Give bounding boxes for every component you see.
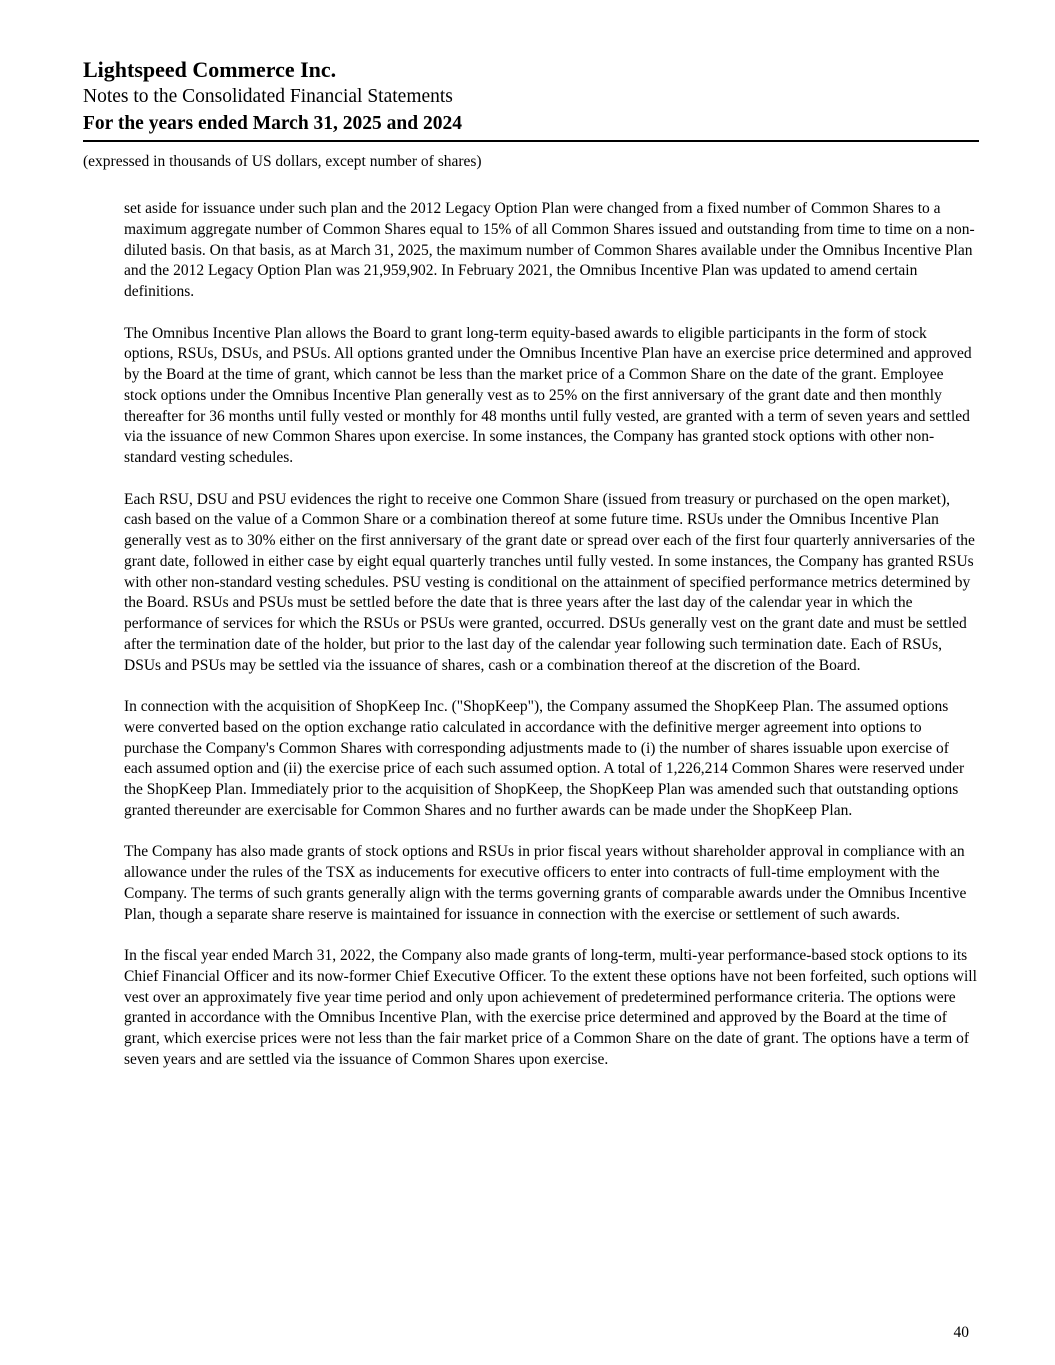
company-name: Lightspeed Commerce Inc. <box>83 57 337 82</box>
units-note: (expressed in thousands of US dollars, except number of shares) <box>83 153 482 170</box>
notes-body <box>124 199 980 1091</box>
page-number: 40 <box>953 1324 969 1341</box>
paragraph-inducement-grants: The Company has also made grants of stock options and RSUs in prior fiscal years without shareholder approval in compliance with an allowance under the rules of the TSX as inducements for executive officers to enter into contracts of full-time employment with the Company. The terms of such grants generally align with the terms governing grants of comparable awards under the Omnibus Incentive Plan, though a separate share reserve is maintained for issuance in connection with the exercise or settlement of such awards. <box>124 843 967 923</box>
paragraph-performance-options: In the fiscal year ended March 31, 2022, the Company also made grants of long-term, multi-year performance-based stock options to its Chief Financial Officer and its now-former Chief Executive Officer. To the extent these options have not been forfeited, such options will vest over an approximately five year time period and only upon achievement of predetermined performance criteria. The options were granted in accordance with the Omnibus Incentive Plan, with the exercise price determined and approved by the Board at the time of grant, which exercise prices were not less than the fair market price of a Common Share on the date of grant. The options have a term of seven years and are settled via the issuance of Common Shares upon exercise. <box>124 947 977 1068</box>
page-header <box>83 56 979 172</box>
paragraph-omnibus-plan: The Omnibus Incentive Plan allows the Board to grant long-term equity-based awards to eligible participants in the form of stock options, RSUs, DSUs, and PSUs. All options granted under the Omnibus Incentive Plan have an exercise price determined and approved by the Board at the time of grant, which cannot be less than the market price of a Common Share on the date of the grant. Employee stock options under the Omnibus Incentive Plan generally vest as to 25% on the first anniversary of the grant date and then monthly thereafter for 36 months until fully vested or monthly for 48 months until fully vested, are granted with a term of seven years and settled via the issuance of new Common Shares upon exercise. In some instances, the Company has granted stock options with other non-standard vesting schedules. <box>124 324 972 466</box>
paragraph-share-reserve: set aside for issuance under such plan and the 2012 Legacy Option Plan were changed from a fixed number of Common Shares to a maximum aggregate number of Common Shares equal to 15% of all Common Shares issued and outstanding from time to time on a non-diluted basis. On that basis, as at March 31, 2025, the maximum number of Common Shares available under the Omnibus Incentive Plan and the 2012 Legacy Option Plan was 21,959,902. In February 2021, the Omnibus Incentive Plan was updated to amend certain definitions. <box>124 200 975 300</box>
reporting-period: For the years ended March 31, 2025 and 2024 <box>83 110 979 142</box>
paragraph-shopkeep-plan: In connection with the acquisition of ShopKeep Inc. ("ShopKeep"), the Company assumed the ShopKeep Plan. The assumed options were converted based on the option exchange ratio calculated in accordance with the definitive merger agreement into options to purchase the Company's Common Shares with corresponding adjustments made to (i) the number of shares issuable upon exercise of each assumed option and (ii) the exercise price of each such assumed option. A total of 1,226,214 Common Shares were reserved under the ShopKeep Plan. Immediately prior to the acquisition of ShopKeep, the ShopKeep Plan was amended such that outstanding options granted thereunder are exercisable for Common Shares and no further awards can be made under the ShopKeep Plan. <box>124 698 965 819</box>
document-title: Notes to the Consolidated Financial Statements <box>83 86 453 107</box>
paragraph-rsu-dsu-psu: Each RSU, DSU and PSU evidences the right to receive one Common Share (issued from treasury or purchased on the open market), cash based on the value of a Common Share or a combination thereof at some future time. RSUs under the Omnibus Incentive Plan generally vest as to 30% either on the first anniversary of the grant date or spread over each of the first four quarterly anniversaries of the grant date, followed in either case by eight equal quarterly tranches until fully vested. In some instances, the Company has granted RSUs with other non-standard vesting schedules. PSU vesting is conditional on the attainment of specified performance metrics determined by the Board. RSUs and PSUs must be settled before the date that is three years after the last day of the calendar year in which the performance of services for which the RSUs or PSUs were granted, occurred. DSUs generally vest on the grant date and must be settled after the termination date of the holder, but prior to the last day of the calendar year following such termination date. Each of RSUs, DSUs and PSUs may be settled via the issuance of shares, cash or a combination thereof at the discretion of the Board. <box>124 490 975 674</box>
